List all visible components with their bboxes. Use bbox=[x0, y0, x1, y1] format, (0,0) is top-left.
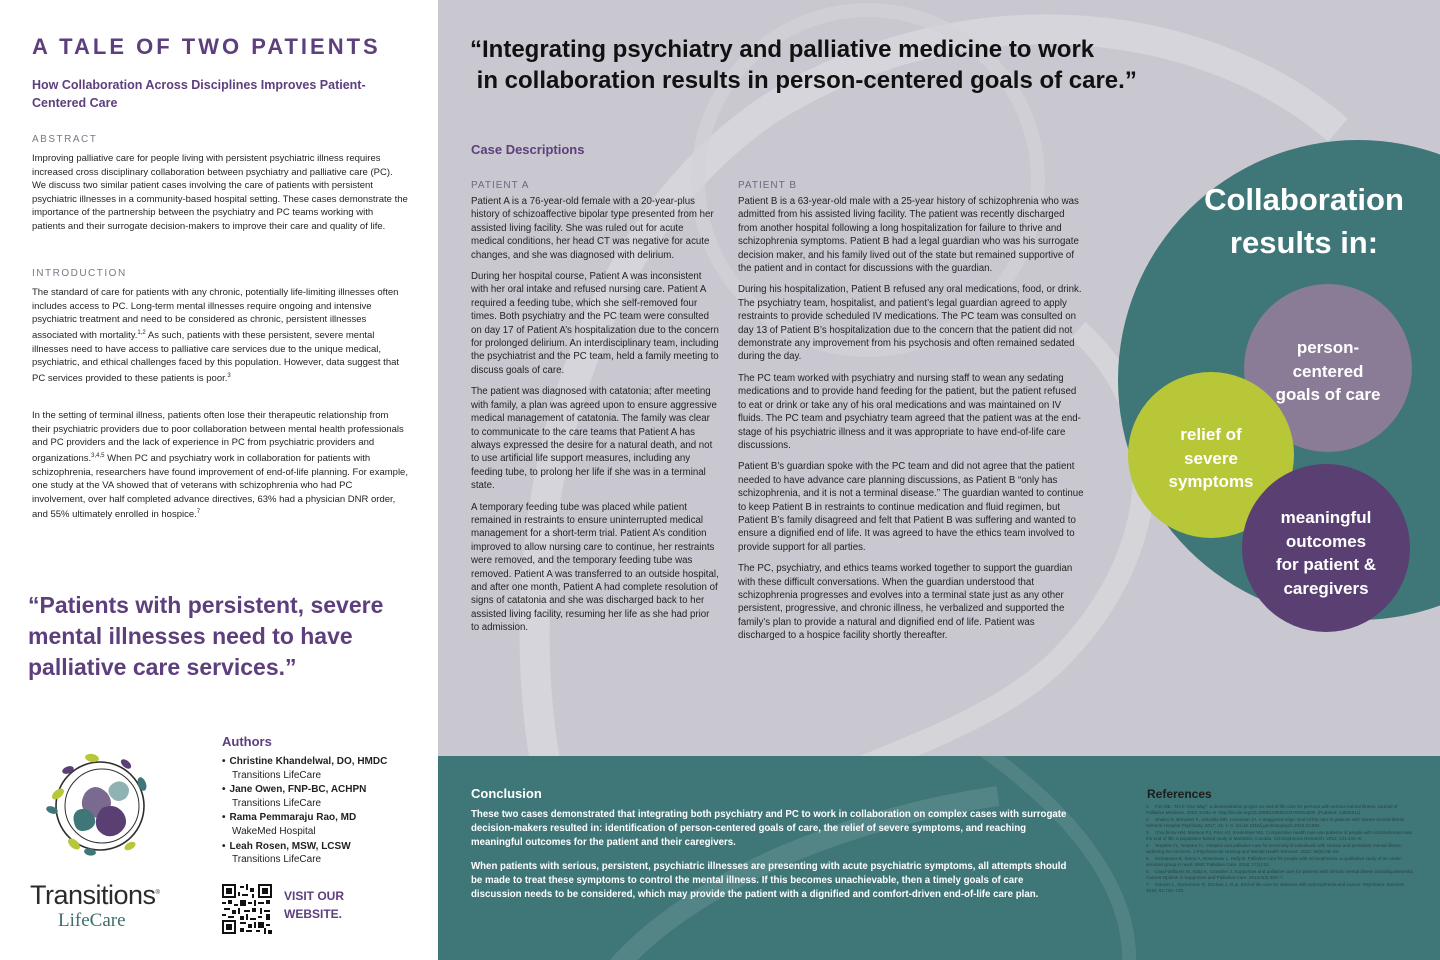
author-item bbox=[222, 783, 422, 810]
author-item bbox=[222, 840, 422, 867]
bubble-line: relief of bbox=[1180, 425, 1242, 444]
bullet-icon: • bbox=[222, 812, 226, 824]
reference-item: 3. Chochinov HM, Martens PJ, Prior HJ, Kredentser MS. Comparative health care use patterns of people with schizophrenia near the end of life: a population-based study in Manitoba, Canada. Schizophrenia Research. 2012; 141:241–6. bbox=[1146, 830, 1413, 841]
author-org: Transitions LifeCare bbox=[232, 769, 322, 781]
bubble-relief-label bbox=[1141, 423, 1281, 494]
reference-text: Foti ME. "Do It Your Way": a demonstration project on end-of-life care for persons with serious mental illness. Journal of Palliative Medicine. 2003; 6:661–9. http://dx.doi.org/10.1089/109662103769253830. [PubMed: 14516511] bbox=[1146, 804, 1398, 815]
patient-a-paragraph: The patient was diagnosed with catatonia; after meeting with family, a plan was agreed upon to ensure aggressive medical management of catatonia. The family was clear to communicate to the care teams that Patient A has always expressed the desire for a natural death, and not to use artificial life support measures, including any feeding tube, to prolong her life if she was in a terminal state. bbox=[471, 386, 717, 492]
author-name: Rama Pemmaraju Rao, MD bbox=[229, 812, 357, 824]
bullet-icon: • bbox=[222, 784, 226, 796]
intro-p1-text: The standard of care for patients with any chronic, potentially life-limiting illnesses often includes access to PC. Long-term mental illnesses require ongoing and intensive psychiatric treatment and need to be considered as chronic, persistent illnesses associated with mortality. bbox=[32, 287, 399, 341]
bubble-meaningful-label bbox=[1246, 506, 1406, 600]
author-item bbox=[222, 755, 422, 782]
reference-text: Lloyd-Williams M, Abba K, Crowther J. Supportive and palliative care for patients with chronic mental illness including dementia. Current Opinion in Supportive and Palliative Care. 2014;8(3):303–7. bbox=[1146, 869, 1415, 880]
reference-item: 7. Ganzini L, Socherman R, Duckart J, et al. End-of-life care for veterans with schizophrenia and cancer. Psychiatric Services 2010; 61:725–728. bbox=[1146, 882, 1404, 893]
introduction-label: INTRODUCTION bbox=[32, 268, 127, 279]
main-quote-line2: in collaboration results in person-centered goals of care.” bbox=[476, 67, 1137, 94]
author-name: Christine Khandelwal, DO, HMDC bbox=[229, 756, 388, 767]
reference-item: 2. Shalev D, Brewster K, Arbuckle MR, Levenson JA. A staggered edge: End-of-life care in patients with severe mental illness. General Hospital Psychiatry. 2017; 44: 1–3. doi:10.1016/j.genhosppsych.2016.10.004. bbox=[1146, 817, 1406, 828]
logo-wordmark-transitions bbox=[30, 880, 159, 911]
patient-a-label: PATIENT A bbox=[471, 180, 530, 191]
visit-website-link[interactable] bbox=[284, 887, 384, 923]
reference-text: Chochinov HM, Martens PJ, Prior HJ, Kredentser MS. Comparative health care use patterns of people with schizophrenia near the end of life: a population-based study in Manitoba, Canada. Schizophrenia Research. 2012; 141:241–6. bbox=[1146, 830, 1413, 841]
references-list bbox=[1146, 804, 1416, 895]
bubble-line: centered bbox=[1292, 361, 1364, 381]
bubble-line: caregivers bbox=[1283, 578, 1369, 598]
reference-item: 1. Foti ME. "Do It Your Way": a demonstration project on end-of-life care for persons with serious mental illness. Journal of Palliative Medicine. 2003; 6:661–9. http://dx.doi.org/10.1089/109662103769253830. [PubMed: 14516511] bbox=[1146, 804, 1398, 815]
author-item bbox=[222, 811, 422, 838]
patient-b-paragraph: The PC team worked with psychiatry and nursing staff to wean any sedating medications and to provide hand feeding for the patient, but the patient refused to eat or drink or take any of his oral medications and was maintained on IV fluids. The PC team and psychiatry team agreed that the patient was at the end-stage of his psychiatric illness and it was appropriate to have end-of-life care discussions. bbox=[738, 372, 1081, 451]
intro-p2-citation: 3,4,5 bbox=[91, 452, 105, 459]
bubble-line: goals of care bbox=[1275, 385, 1381, 404]
introduction-paragraph-2 bbox=[32, 409, 408, 522]
reference-text: Ganzini L, Socherman R, Duckart J, et al. End-of-life care for veterans with schizophrenia and cancer. Psychiatric Services 2010; 61:725–728. bbox=[1146, 882, 1404, 893]
patient-a-paragraph: A temporary feeding tube was placed while patient remained in restraints to ensure uninterrupted medical management for a short-term trial. Patient A’s condition improved to allow nursing care to continue, her restraints were removed, and the temporary feeding tube was removed. Patient A was transferred to an outside hospital, and after one month, Patient A had complete resolution of signs of catatonia and she was discharged back to her assisted living facility, resuming her life as she had prior to admission. bbox=[471, 501, 719, 634]
main-quote bbox=[470, 34, 1170, 96]
reference-text: McNamara B, Same A, Rosenwax L, Kelly B. Palliative care for people with schizophrenia: a qualitative study of an under-serviced group in need. BMC Palliative Care. 2018; 17(1):53. bbox=[1146, 856, 1403, 867]
poster-title: A TALE OF TWO PATIENTS bbox=[32, 34, 381, 59]
case-descriptions-heading: Case Descriptions bbox=[471, 142, 585, 157]
references-heading: References bbox=[1147, 787, 1212, 801]
patient-a-paragraph: During her hospital course, Patient A was inconsistent with her oral intake and refused nursing care. Patient A required a feeding tube, which she self-removed four times. Both psychiatry and the PC team were consulted on day 17 of Patient A’s hospitalization due to the concern for prolonged delirium. An interdisciplinary team, including the psychiatrist and the PC team, held a family meeting to discuss goals of care. bbox=[471, 271, 719, 376]
bubble-line: person- bbox=[1296, 338, 1360, 357]
bubble-line: meaningful bbox=[1280, 508, 1372, 527]
reference-item: 5. McNamara B, Same A, Rosenwax L, Kelly B. Palliative care for people with schizophrenia: a qualitative study of an under-serviced group in need. BMC Palliative Care. 2018; 17(1):53. bbox=[1146, 856, 1403, 867]
bubble-line: symptoms bbox=[1168, 472, 1254, 491]
qr-code-icon[interactable] bbox=[222, 884, 272, 934]
patient-b-label: PATIENT B bbox=[738, 180, 798, 191]
logo-wordmark-lifecare: LifeCare bbox=[58, 910, 126, 931]
patient-a-paragraph: Patient A is a 76-year-old female with a 20-year-plus history of schizoaffective bipolar type presented from her assisted living facility. She was ruled out for acute medical conditions, her head CT was negative for acute changes, and she was diagnosed with delirium. bbox=[471, 196, 714, 261]
bullet-icon: • bbox=[222, 756, 226, 767]
visit-line1: VISIT OUR bbox=[284, 889, 345, 903]
author-org: Transitions LifeCare bbox=[232, 797, 322, 809]
patient-b-paragraph: Patient B is a 63-year-old male with a 25-year history of schizophrenia who was admitted from his assisted living facility. The patient was recently discharged from another hospital following a long hospitalization for failure to thrive and schizophrenia symptoms. Patient B had a legal guardian who was his surrogate decision maker, and his family lived out of the state but remained supportive of the patient and in contact for discussions with the guardian. bbox=[738, 196, 1079, 275]
bullet-icon: • bbox=[222, 840, 226, 852]
bubble-line: outcomes bbox=[1285, 531, 1367, 551]
collaboration-heading-line2: results in: bbox=[1229, 225, 1379, 260]
bubble-line: severe bbox=[1184, 448, 1238, 468]
conclusion-paragraph-1: These two cases demonstrated that integrating both psychiatry and PC to work in collaboration on complex cases with surrogate decision-makers resulted in: identification of person-centered goals of care, the relief of severe symptoms, and reaching meaningful outcomes for the patient and their caregivers. bbox=[471, 809, 1067, 848]
abstract-text: Improving palliative care for people living with persistent psychiatric illness requires increased cross disciplinary collaboration between psychiatry and palliative care (PC). We discuss two similar patient cases involving the care of patients with persistent psychiatric illnesses in a community-based hospital setting. These cases demonstrate the importance of the partnership between the psychiatry and PC teams working with patients and their surrogate decision-makers to improve their care and quality of life. bbox=[32, 153, 408, 232]
introduction-paragraph-1 bbox=[32, 286, 408, 385]
patients-quote: “Patients with persistent, severe mental illnesses need to have palliative care services.” bbox=[28, 592, 384, 680]
patient-b-paragraph: During his hospitalization, Patient B refused any oral medications, food, or drink. The psychiatry team, hospitalist, and patient’s legal guardian agreed to apply restraints to provide scheduled IV medications. The PC team was consulted on day 13 of Patient B’s hospitalization due to the concern that the patient did not demonstrate any improvement from his psychosis and often remained sedated during the day. bbox=[738, 284, 1082, 363]
patient-b-paragraph: The PC, psychiatry, and ethics teams worked together to support the guardian with these difficult conversations. When the guardian understood that schizophrenia progresses and evolves into a terminal state just as any other persistent, progressive, and chronic illness, he verbalized and supported the family’s plan to provide a natural and dignified end of life. Patient was discharged to a hospice facility shortly thereafter. bbox=[738, 563, 1073, 642]
intro-p2b-text: When PC and psychiatry work in collaboration for patients with schizophrenia, researchers have found improvement of end-of-life planning. For example, one study at the VA showed that of veterans with schizophrenia who had PC involvement, over half completed advance directives, 63% had a physician DNR order, and 55% ultimately enrolled in hospice. bbox=[32, 452, 408, 521]
poster-subtitle: How Collaboration Across Disciplines Improves Patient-Centered Care bbox=[32, 78, 366, 110]
author-org: WakeMed Hospital bbox=[232, 825, 316, 837]
author-name: Jane Owen, FNP-BC, ACHPN bbox=[229, 784, 367, 796]
visit-line2: WEBSITE. bbox=[284, 907, 343, 921]
reference-item: 6. Lloyd-Williams M, Abba K, Crowther J. Supportive and palliative care for patients with chronic mental illness including dementia. Current Opinion in Supportive and Palliative Care. 2014;8(3):303–7. bbox=[1146, 869, 1415, 880]
collaboration-heading bbox=[1190, 178, 1418, 264]
collaboration-heading-line1: Collaboration bbox=[1204, 182, 1404, 217]
author-org: Transitions LifeCare bbox=[232, 854, 322, 866]
logo-name-line1: Transitions bbox=[30, 880, 156, 910]
main-quote-line1: “Integrating psychiatry and palliative medicine to work bbox=[470, 36, 1095, 63]
bubble-line: for patient & bbox=[1275, 555, 1377, 574]
reference-text: Terpstra TL, Terpstra TL. Hospice and palliative care for terminally ill individuals with serious and persistent mental illness: widening the horizons. J Psychosocial Nursing and Mental Health Services. 2012; 50(9):28–34. bbox=[1146, 843, 1402, 854]
abstract-label: ABSTRACT bbox=[32, 134, 98, 145]
authors-heading: Authors bbox=[222, 734, 272, 749]
intro-p1b-citation: 3 bbox=[227, 372, 231, 379]
reference-text: Shalev D, Brewster K, Arbuckle MR, Levenson JA. A staggered edge: End-of-life care in patients with severe mental illness. General Hospital Psychiatry. 2017; 44: 1–3. doi:10.1016/j.genhosppsych.2016.10.004. bbox=[1146, 817, 1406, 828]
intro-p2b-citation: 7 bbox=[196, 509, 201, 516]
patient-a-column bbox=[471, 180, 719, 643]
intro-p2-text: In the setting of terminal illness, patients often lose their therapeutic relationship from their psychiatric providers due to poor collaboration between mental health professionals and PC providers and the lack of experience in PC from psychiatric providers and organizations. bbox=[32, 410, 404, 464]
patient-b-column bbox=[738, 180, 1084, 651]
bubble-person-centered-label bbox=[1248, 336, 1408, 407]
registered-mark: ® bbox=[155, 890, 160, 896]
conclusion-paragraph-2: When patients with serious, persistent, psychiatric illnesses are presenting with acute psychiatric symptoms, all attempts should be made to treat these symptoms to control the mental illness. If this becomes unachievable, then a timely goals of care discussion needs to be considered, which may provide the patient with a dignified and comfort-driven end-of-life care plan. bbox=[471, 861, 1067, 900]
patient-b-paragraph: Patient B’s guardian spoke with the PC team and did not agree that the patient needed to have advance care planning discussions, as Patient B “only has schizophrenia, and it is not a terminal disease.” The guardian wanted to continue to keep Patient B in restraints to continue medication and fluid regimen, but Patient B’s family disagreed and felt that Patient B was suffering and wanted to ensure a dignified end of life. It was agreed to have the ethics team involved to provide support for all parties. bbox=[738, 461, 1084, 553]
reference-item: 4. Terpstra TL, Terpstra TL. Hospice and palliative care for terminally ill individuals with serious and persistent mental illness: widening the horizons. J Psychosocial Nursing and Mental Health Services. 2012; 50(9):28–34. bbox=[1146, 843, 1402, 854]
authors-list bbox=[222, 755, 422, 868]
conclusion-heading: Conclusion bbox=[471, 786, 542, 801]
intro-p1-citation: 1,2 bbox=[137, 329, 146, 336]
author-name: Leah Rosen, MSW, LCSW bbox=[229, 840, 351, 852]
intro-p1b-text: As such, patients with these persistent, severe mental illnesses need to have access to palliative care services due to the unique medical, psychiatric, and ethical challenges faced by this population. However, data suggest that PC services provided to these patients is poor. bbox=[32, 329, 400, 384]
